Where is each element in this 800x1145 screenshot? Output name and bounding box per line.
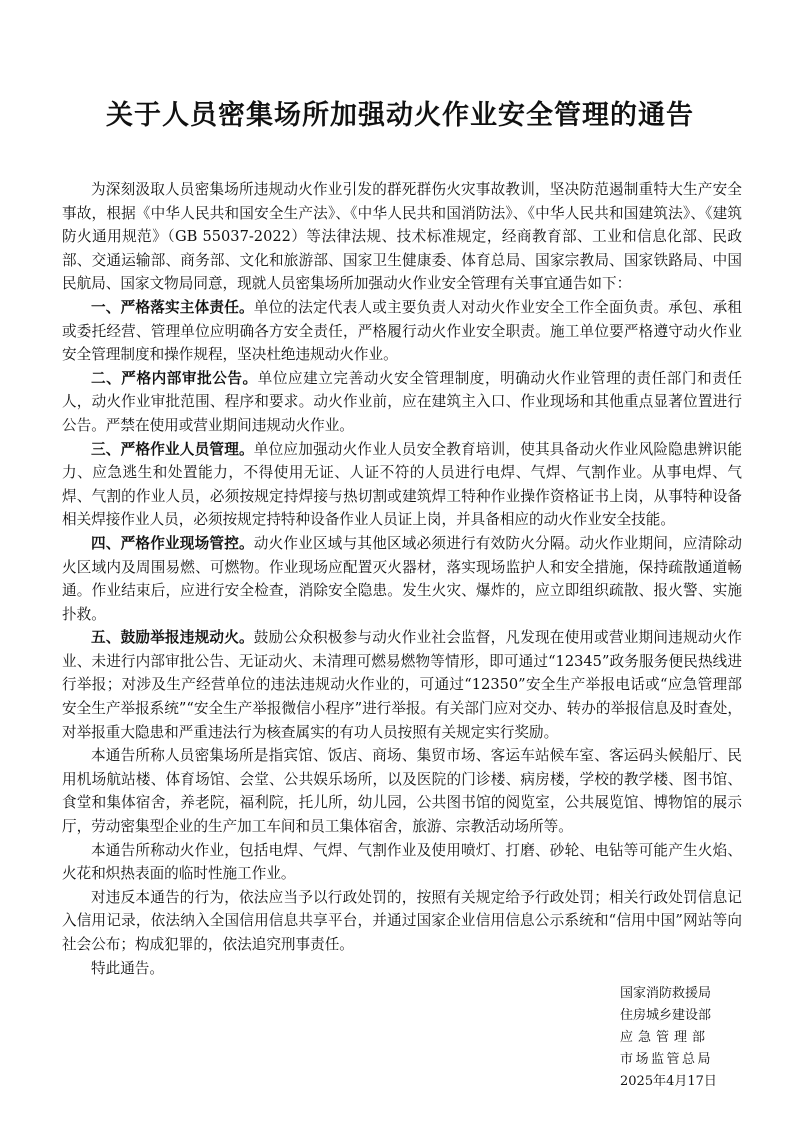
section-3-heading: 三、严格作业人员管理。: [91, 440, 254, 458]
signatory-housing: 住房城乡建设部: [620, 1008, 712, 1023]
section-1-text: 单位的法定代表人或主要负责人对动火作业安全工作全面负责。承包、承租或委托经营、管理单位应明确各方安全责任，严格履行动火作业安全职责。施工单位要严格遵守动火作业安全管理制度和操作规程，坚决杜绝违规动火作业。: [62, 298, 742, 364]
signatory-fire-rescue: 国家消防救援局: [620, 986, 712, 1001]
signatory-emergency: 应急管理部: [620, 1030, 711, 1045]
notice-title: 关于人员密集场所加强动火作业安全管理的通告: [106, 100, 694, 131]
section-3-text: 单位应加强动火作业人员安全教育培训，使其具备动火作业风险隐患辨识能力、应急逃生和处置能力，不得使用无证、人证不符的人员进行电焊、气焊、气割作业。从事电焊、气焊、气割的作业人员，必须按规定持焊接与热切割或建筑焊工特种作业操作资格证书上岗，从事特种设备相关焊接作业人员，必须按规定持特种设备作业人员证上岗，并具备相应的动火作业安全技能。: [62, 440, 742, 529]
section-4: [62, 532, 742, 626]
signature-block: [620, 983, 740, 1093]
section-4-text: 动火作业区域与其他区域必须进行有效防火分隔。动火作业期间，应清除动火区域内及周围易燃、可燃物。作业现场应配置灭火器材，落实现场监护人和安全措施，保持疏散通道畅通。作业结束后，应进行安全检查，消除安全隐患。发生火灾、爆炸的，应立即组织疏散、报火警、实施扑救。: [62, 534, 742, 623]
section-4-heading: 四、严格作业现场管控。: [91, 534, 254, 552]
notice-date: 2025年4月17日: [620, 1074, 717, 1089]
signatory-market-regulation: 市场监管总局: [620, 1052, 714, 1067]
section-5: [62, 626, 742, 744]
notice-body: [62, 178, 742, 980]
section-5-heading: 五、鼓励举报违规动火。: [91, 629, 254, 647]
definition-crowded-places: 本通告所称人员密集场所是指宾馆、饭店、商场、集贸市场、客运车站候车室、客运码头候船厅、民用机场航站楼、体育场馆、会堂、公共娱乐场所，以及医院的门诊楼、病房楼，学校的教学楼、图书馆、食堂和集体宿舍，养老院，福利院，托儿所，幼儿园，公共图书馆的阅览室，公共展览馆、博物馆的展示厅，劳动密集型企业的生产加工车间和员工集体宿舍，旅游、宗教活动场所等。: [62, 747, 742, 836]
section-1-heading: 一、严格落实主体责任。: [91, 298, 254, 316]
section-1: [62, 296, 742, 367]
definition-hot-work: 本通告所称动火作业，包括电焊、气焊、气割作业及使用喷灯、打磨、砂轮、电钻等可能产生火焰、火花和炽热表面的临时性施工作业。: [62, 841, 742, 883]
intro-paragraph: 为深刻汲取人员密集场所违规动火作业引发的群死群伤火灾事故教训，坚决防范遏制重特大生产安全事故，根据《中华人民共和国安全生产法》、《中华人民共和国消防法》、《中华人民共和国建筑法》、《建筑防火通用规范》（GB 55037-2022）等法律法规、技术标准规定，经商教育部、工业和信息化部、民政部、交通运输部、商务部、文化和旅游部、国家卫生健康委、体育总局、国家宗教局、国家铁路局、中国民航局、国家文物局同意，现就人员密集场所加强动火作业安全管理有关事宜通告如下：: [62, 181, 742, 293]
closing-line: 特此通告。: [91, 959, 164, 977]
section-3: [62, 438, 742, 532]
penalty-paragraph: 对违反本通告的行为，依法应当予以行政处罚的，按照有关规定给予行政处罚；相关行政处罚信息记入信用记录，依法纳入全国信用信息共享平台，并通过国家企业信用信息公示系统和“信用中国”网站等向社会公布；构成犯罪的，依法追究刑事责任。: [62, 888, 742, 953]
section-2: [62, 367, 742, 438]
section-2-text: 单位应建立完善动火安全管理制度，明确动火作业管理的责任部门和责任人，动火作业审批范围、程序和要求。动火作业前，应在建筑主入口、作业现场和其他重点显著位置进行公告。严禁在使用或营业期间违规动火作业。: [62, 369, 742, 434]
section-5-text: 鼓励公众积极参与动火作业社会监督，凡发现在使用或营业期间违规动火作业、未进行内部审批公告、无证动火、未清理可燃易燃物等情形，即可通过“12345”政务服务便民热线进行举报；对涉及生产经营单位的违法违规动火作业的，可通过“12350”安全生产举报电话或“应急管理部安全生产举报系统”“安全生产举报微信小程序”进行举报。有关部门应对交办、转办的举报信息及时查处，对举报重大隐患和严重违法行为核查属实的有功人员按照有关规定实行奖励。: [62, 629, 742, 741]
section-2-heading: 二、严格内部审批公告。: [91, 369, 258, 387]
